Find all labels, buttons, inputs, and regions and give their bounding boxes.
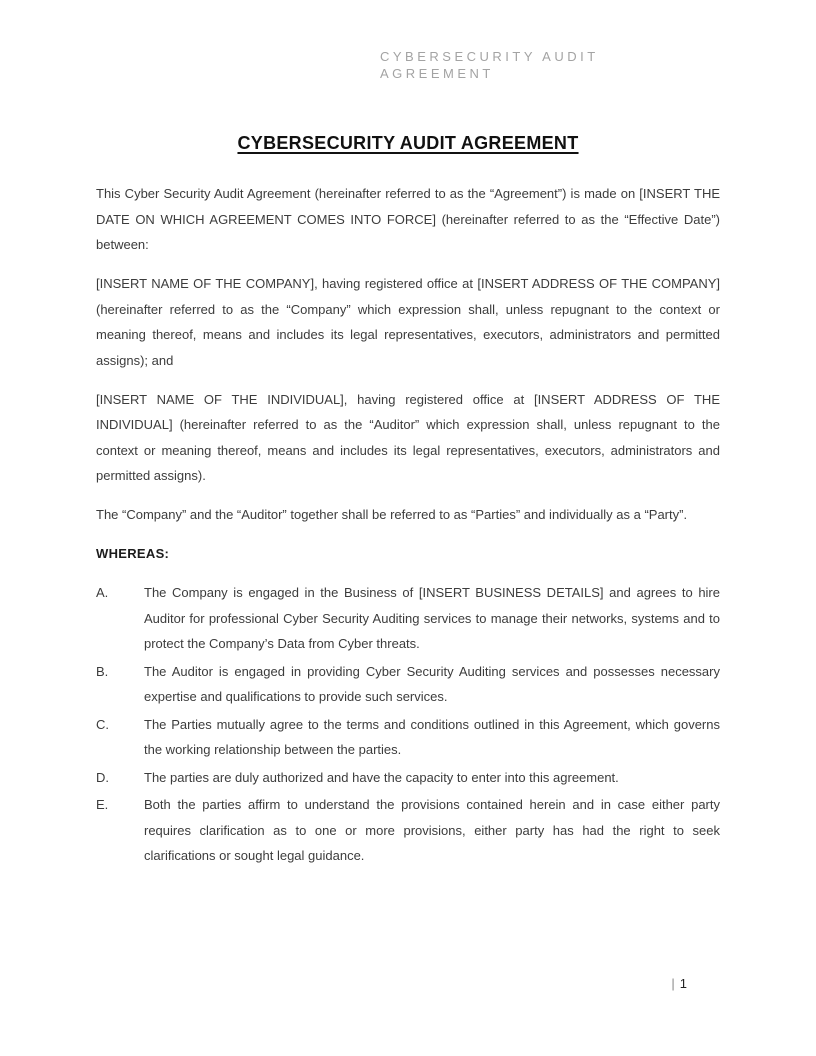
page-header	[380, 48, 656, 82]
document-body	[96, 133, 720, 871]
footer-separator: |	[671, 976, 675, 991]
document-title	[96, 133, 720, 154]
header-text: CYBERSECURITY AUDIT AGREEMENT	[380, 49, 599, 81]
recital-list	[96, 580, 720, 869]
list-item	[96, 659, 720, 710]
whereas-heading: WHEREAS:	[96, 546, 170, 561]
list-item-marker: D.	[96, 769, 109, 785]
list-item-text: The Parties mutually agree to the terms and conditions outlined in this Agreement, which governs the working relationship between the parties.	[144, 716, 720, 757]
intro-paragraph: This Cyber Security Audit Agreement (hereinafter referred to as the “Agreement”) is made on [INSERT THE DATE ON WHICH AGREEMENT COMES INTO FORCE] (hereinafter referred to as the “Effective Date”) between:	[96, 186, 720, 252]
parties-definition-paragraph: The “Company” and the “Auditor” together shall be referred to as “Parties” and individually as a “Party”.	[96, 507, 688, 522]
list-item-text: The Auditor is engaged in providing Cyber Security Auditing services and possesses necessary expertise and qualifications to provide such services.	[144, 663, 720, 704]
page-number: 1	[679, 976, 687, 991]
list-item	[96, 765, 720, 791]
list-item-marker: E.	[96, 797, 109, 812]
auditor-party-paragraph: [INSERT NAME OF THE INDIVIDUAL], having registered office at [INSERT ADDRESS OF THE INDIVIDUAL] (hereinafter referred to as the “Auditor” which expression shall, unless repugnant to the context or meaning thereof, means and includes its legal representatives, executors, administrators and permitted assigns).	[96, 391, 720, 483]
list-item	[96, 580, 720, 657]
page-footer	[671, 975, 687, 992]
list-item-marker: B.	[96, 663, 109, 679]
list-item-text: The Company is engaged in the Business of [INSERT BUSINESS DETAILS] and agrees to hire Auditor for professional Cyber Security Auditing services to manage their networks, systems and to protect the Company’s Data from Cyber threats.	[144, 585, 720, 651]
list-item-marker: C.	[96, 716, 109, 732]
document-title-text: CYBERSECURITY AUDIT AGREEMENT	[237, 133, 579, 153]
list-item	[96, 712, 720, 763]
list-item-text: Both the parties affirm to understand the provisions contained herein and in case either party requires clarification as to one or more provisions, either party has had the right to seek clarifications or sought legal guidance.	[144, 797, 720, 863]
list-item-text: The parties are duly authorized and have the capacity to enter into this agreement.	[144, 769, 619, 785]
company-party-paragraph: [INSERT NAME OF THE COMPANY], having registered office at [INSERT ADDRESS OF THE COMPANY] (hereinafter referred to as the “Company” which expression shall, unless repugnant to the context or meaning thereof, means and includes its legal representatives, executors, administrators and permitted assigns); and	[96, 276, 720, 368]
list-item	[96, 792, 720, 869]
list-item-marker: A.	[96, 585, 109, 600]
